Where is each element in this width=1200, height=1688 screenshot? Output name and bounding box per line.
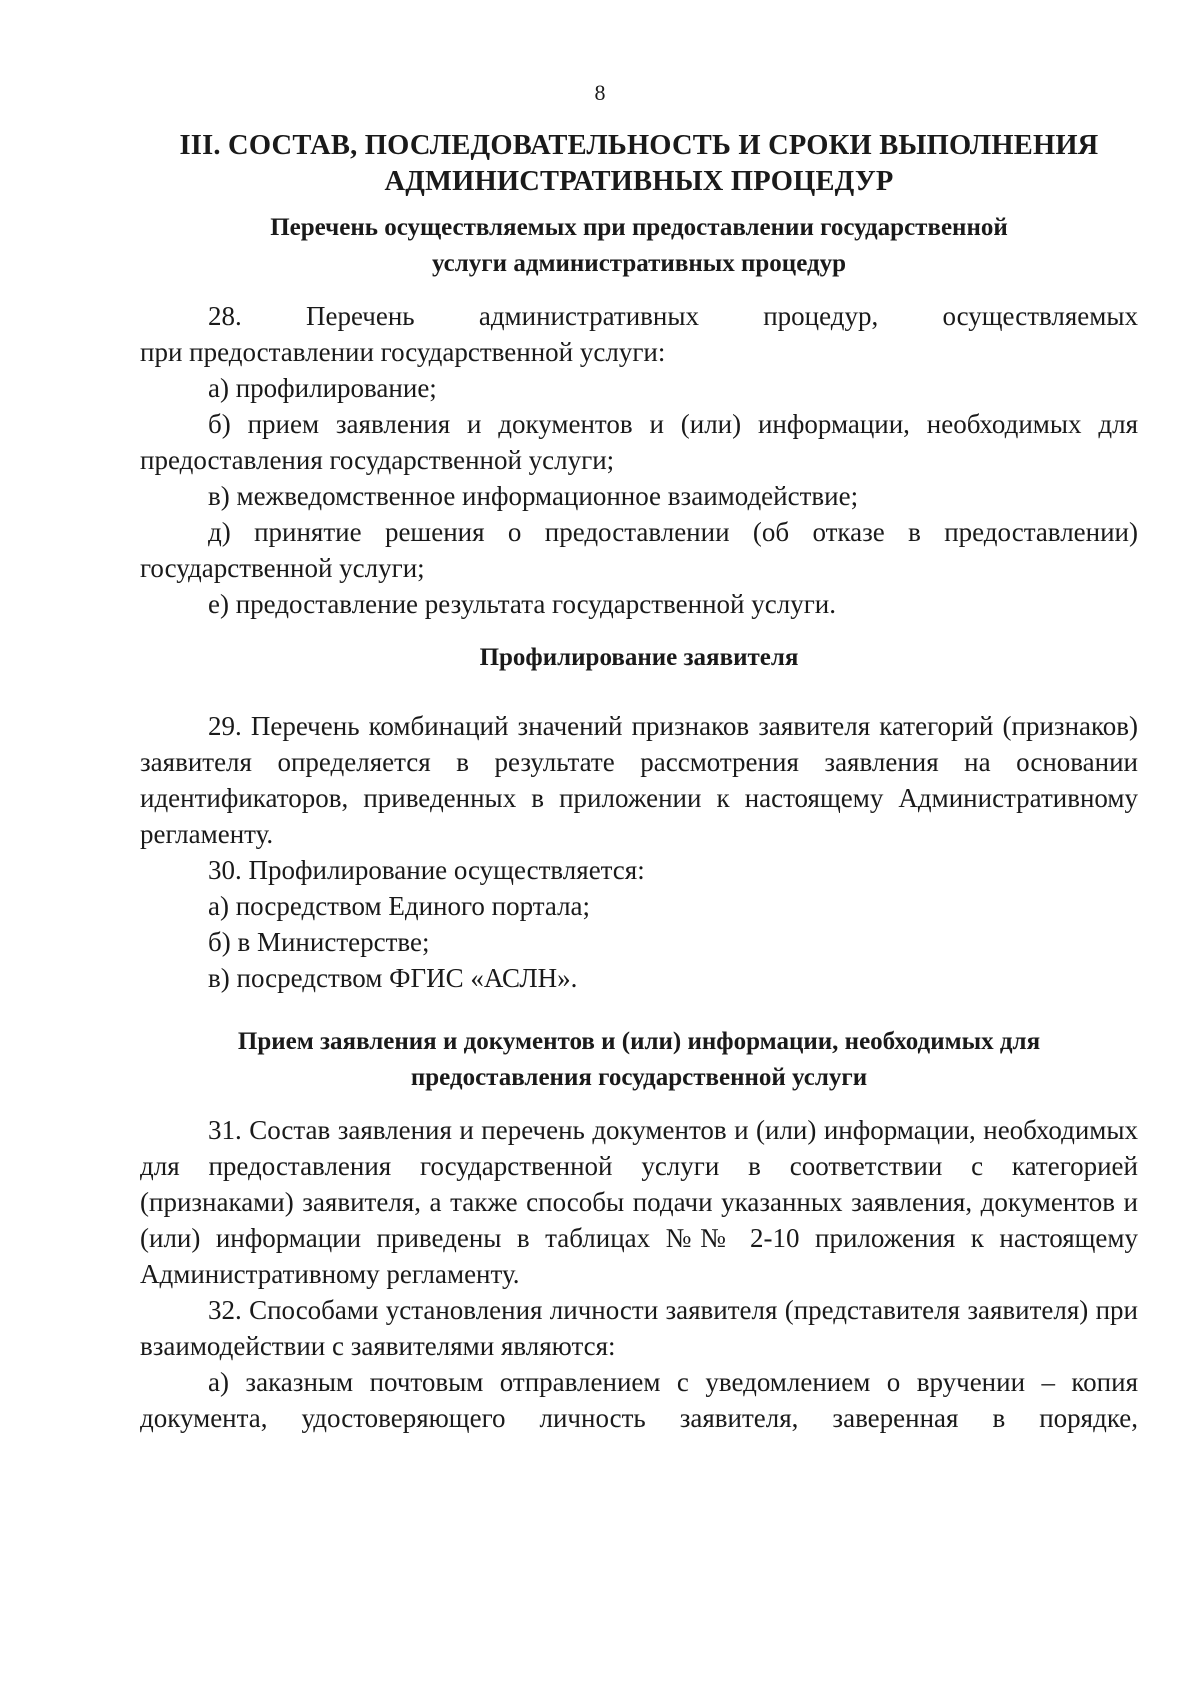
profiling-item-v: в) посредством ФГИС «АСЛН». <box>208 963 578 993</box>
subsection-heading-application <box>140 1024 1138 1096</box>
section-title-line-2: АДМИНИСТРАТИВНЫХ ПРОЦЕДУР <box>384 166 894 197</box>
paragraph-32: 32. Способами установления личности заявителя (представителя заявителя) при взаимодействии с заявителями являются: <box>140 1295 1138 1361</box>
procedure-item-e: е) предоставление результата государственной услуги. <box>208 589 836 619</box>
subsection-heading-profiling: Профилирование заявителя <box>479 644 799 671</box>
identification-item-a-line-2: документа, удостоверяющего личность заявителя, заверенная в порядке, <box>140 1403 1138 1433</box>
page-number: 8 <box>594 80 606 105</box>
subsection-heading-procedures-line-2: услуги административных процедур <box>431 250 847 277</box>
paragraph-30: 30. Профилирование осуществляется: <box>208 855 645 885</box>
procedure-item-b: б) прием заявления и документов и (или) информации, необходимых для предоставления государственной услуги; <box>140 409 1138 475</box>
subsection-heading-procedures-line-1: Перечень осуществляемых при предоставлении государственной <box>270 214 1008 241</box>
section-title <box>140 128 1138 200</box>
paragraph-29: 29. Перечень комбинаций значений признаков заявителя категорий (признаков) заявителя определяется в результате рассмотрения заявления на основании идентификаторов, приведенных в приложении к настоящему Административному регламенту. <box>140 711 1138 849</box>
procedure-item-a: а) профилирование; <box>208 373 437 403</box>
subsection-heading-procedures <box>140 210 1138 282</box>
procedure-item-d: д) принятие решения о предоставлении (об отказе в предоставлении) государственной услуги; <box>140 517 1138 583</box>
subsection-heading-application-line-1: Прием заявления и документов и (или) информации, необходимых для <box>237 1028 1041 1055</box>
paragraph-31: 31. Состав заявления и перечень документов и (или) информации, необходимых для предоставления государственной услуги в соответствии с категорией (признаками) заявителя, а также способы подачи указанных заявления, документов и (или) информации приведены в таблицах №№ 2-10 приложения к настоящему Административному регламенту. <box>140 1115 1138 1289</box>
application-section <box>140 1112 1138 1436</box>
profiling-section <box>140 708 1138 996</box>
paragraph-28-line-2: при предоставлении государственной услуги: <box>140 337 666 367</box>
paragraph-28-line-1: 28. Перечень административных процедур, осуществляемых <box>208 301 1138 331</box>
profiling-item-b: б) в Министерстве; <box>208 927 430 957</box>
identification-item-a-line-1: а) заказным почтовым отправлением с уведомлением о вручении – копия <box>208 1367 1138 1397</box>
profiling-item-a: а) посредством Единого портала; <box>208 891 591 921</box>
procedure-item-v: в) межведомственное информационное взаимодействие; <box>208 481 859 511</box>
procedures-list <box>140 298 1138 622</box>
section-title-line-1: III. СОСТАВ, ПОСЛЕДОВАТЕЛЬНОСТЬ И СРОКИ ВЫПОЛНЕНИЯ <box>179 130 1099 161</box>
subsection-heading-application-line-2: предоставления государственной услуги <box>410 1064 868 1091</box>
